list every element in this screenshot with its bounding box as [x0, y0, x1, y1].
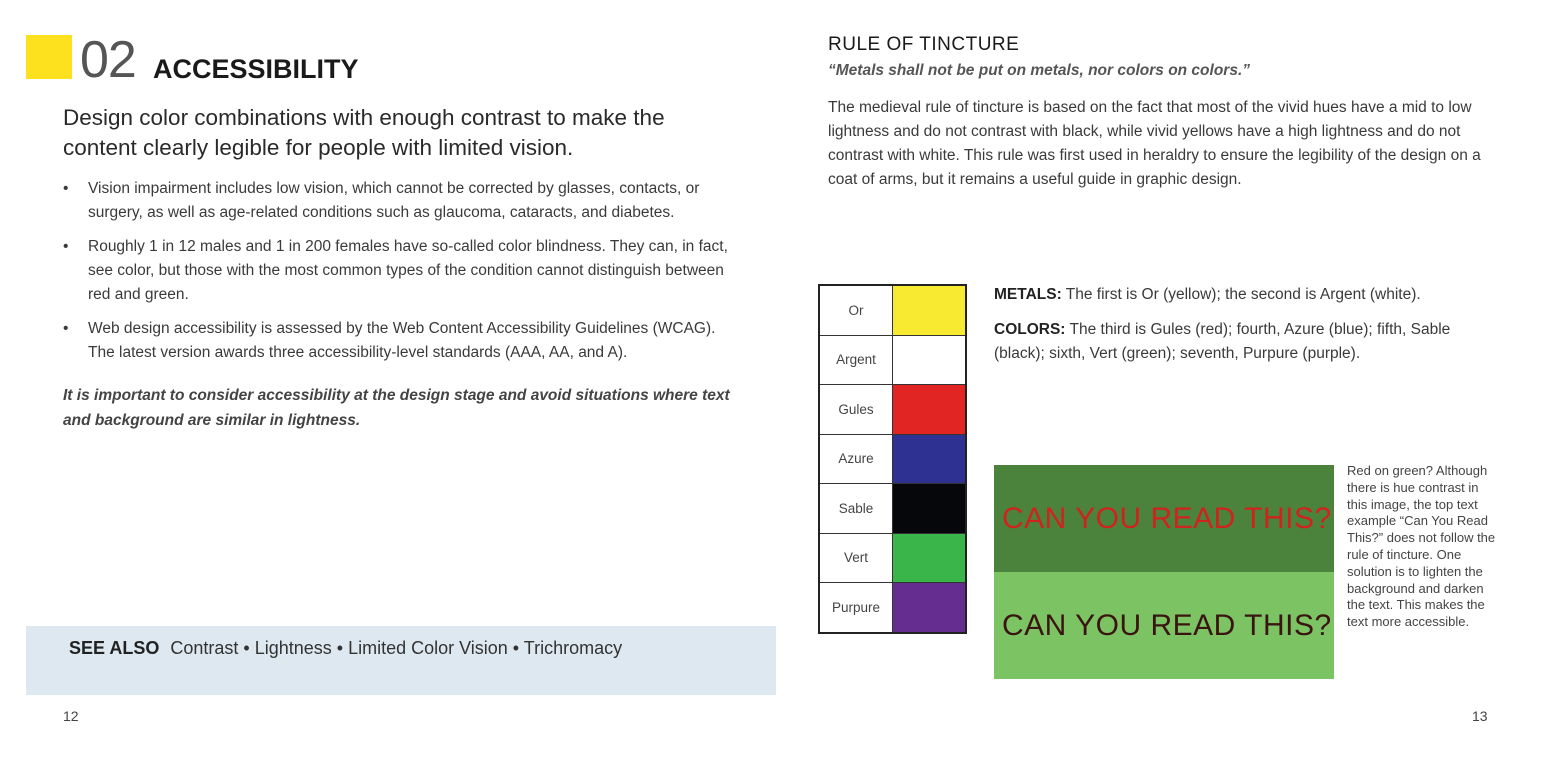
- bullet-item: [63, 235, 743, 307]
- tincture-swatch: [893, 285, 967, 335]
- table-row: [819, 583, 966, 633]
- tincture-name: Vert: [819, 533, 893, 583]
- bullet-item: [63, 317, 743, 365]
- bullet-text: Vision impairment includes low vision, which cannot be corrected by glasses, contacts, or surgery, as well as age-related conditions such as glaucoma, cataracts, and diabetes.: [88, 180, 700, 221]
- table-row: [819, 335, 966, 385]
- metals-description: [994, 283, 1484, 307]
- demo-low-contrast: [994, 465, 1334, 572]
- right-page: [790, 0, 1542, 770]
- bullet-list: [63, 177, 743, 375]
- tincture-name: Sable: [819, 484, 893, 534]
- section-body: The medieval rule of tincture is based on the fact that most of the vivid hues have a mid to low lightness and do not contrast with black, while vivid yellows have a high lightness and do not contrast with white. This rule was first used in heraldry to ensure the legibility of the design on a coat of arms, but it remains a useful guide in graphic design.: [828, 99, 1481, 188]
- metals-label: METALS:: [994, 286, 1062, 303]
- bullet-text: Web design accessibility is assessed by the Web Content Accessibility Guidelines (WCAG). The latest version awards three accessibility-level standards (AAA, AA, and A).: [88, 320, 716, 361]
- page-number-right: 13: [1472, 708, 1488, 724]
- table-row: [819, 533, 966, 583]
- see-also-label: SEE ALSO: [69, 638, 160, 658]
- tincture-name: Argent: [819, 335, 893, 385]
- tincture-swatch: [893, 484, 967, 534]
- tincture-swatch: [893, 335, 967, 385]
- tincture-name: Azure: [819, 434, 893, 484]
- tincture-name: Gules: [819, 385, 893, 435]
- bullet-text: Roughly 1 in 12 males and 1 in 200 females have so-called color blindness. They can, in fact, see color, but those with the most common types of the condition cannot distinguish between red and green.: [88, 238, 728, 303]
- see-also-box: [26, 626, 776, 695]
- section-quote: “Metals shall not be put on metals, nor colors on colors.”: [828, 62, 1251, 79]
- table-row: [819, 484, 966, 534]
- tincture-table: [818, 284, 967, 634]
- metals-text: The first is Or (yellow); the second is Argent (white).: [1061, 286, 1421, 303]
- demo-caption: Red on green? Although there is hue contrast in this image, the top text example “Can You Read This?” does not follow the rule of tincture. One solution is to lighten the background and darken the text. This makes the text more accessible.: [1347, 463, 1496, 630]
- tincture-name: Purpure: [819, 583, 893, 633]
- table-row: [819, 434, 966, 484]
- demo-bottom-text: CAN YOU READ THIS?: [1002, 608, 1332, 642]
- demo-top-text: CAN YOU READ THIS?: [1002, 501, 1332, 535]
- lead-paragraph: Design color combinations with enough contrast to make the content clearly legible for people with limited vision.: [63, 105, 665, 160]
- table-row: [819, 285, 966, 335]
- chapter-number: 02: [80, 31, 136, 89]
- demo-high-contrast: [994, 572, 1334, 679]
- chapter-title: ACCESSIBILITY: [153, 54, 359, 84]
- see-also-items: Contrast • Lightness • Limited Color Vision • Trichromacy: [170, 638, 623, 658]
- colors-text: The third is Gules (red); fourth, Azure (blue); fifth, Sable (black); sixth, Vert (green); seventh, Purpure (purple).: [994, 321, 1451, 362]
- tincture-swatch: [893, 434, 967, 484]
- table-row: [819, 385, 966, 435]
- callout-text: It is important to consider accessibility at the design stage and avoid situations where text and background are similar in lightness.: [63, 387, 730, 429]
- page-number-left: 12: [63, 708, 79, 724]
- bullet-icon: •: [63, 320, 69, 337]
- chapter-accent-square: [26, 35, 72, 79]
- colors-description: [994, 318, 1484, 366]
- tincture-swatch: [893, 385, 967, 435]
- section-title: RULE OF TINCTURE: [828, 34, 1020, 55]
- contrast-demo-image: [994, 465, 1334, 679]
- tincture-swatch: [893, 533, 967, 583]
- colors-label: COLORS:: [994, 321, 1066, 338]
- tincture-name: Or: [819, 285, 893, 335]
- tincture-swatch: [893, 583, 967, 633]
- bullet-icon: •: [63, 238, 69, 255]
- bullet-item: [63, 177, 743, 225]
- see-also-line: [69, 636, 622, 660]
- bullet-icon: •: [63, 180, 69, 197]
